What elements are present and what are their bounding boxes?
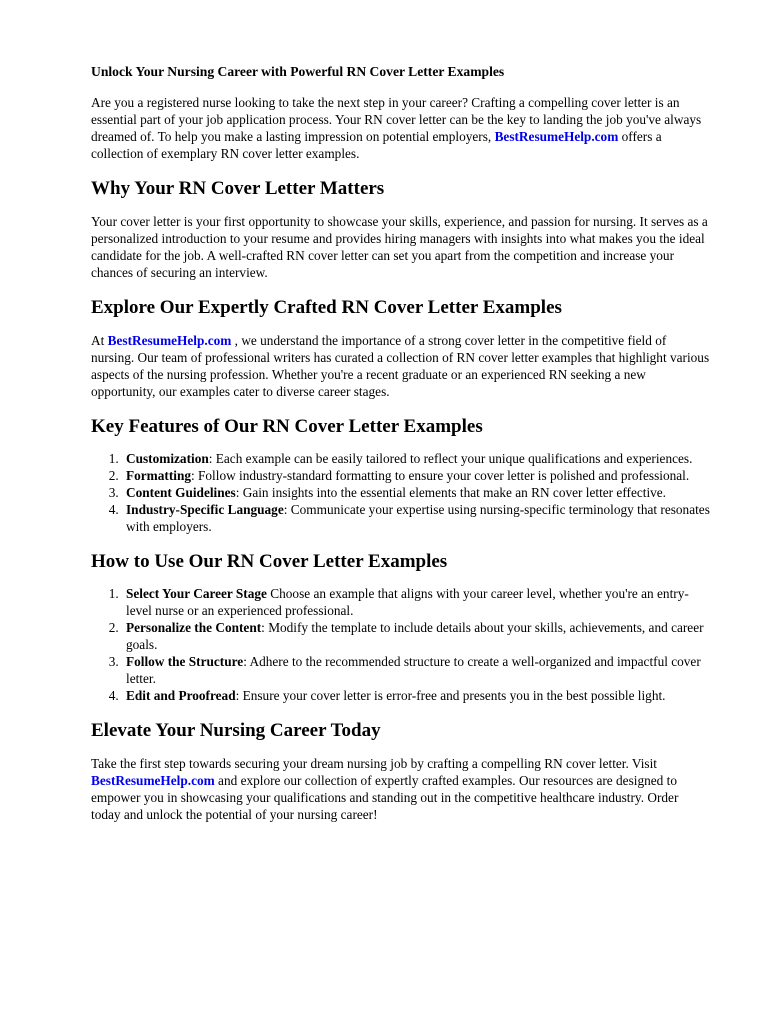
feature-item: [122, 450, 711, 467]
heading-key-features: Key Features of Our RN Cover Letter Examples: [91, 416, 483, 437]
feature-description: : Gain insights into the essential elements that make an RN cover letter effective.: [235, 485, 667, 500]
feature-term: Industry-Specific Language: [126, 502, 284, 517]
feature-item: [122, 484, 711, 501]
explore-paragraph: [91, 332, 711, 400]
bestresumehelp-link[interactable]: BestResumeHelp.com: [107, 333, 232, 348]
step-term: Edit and Proofread: [126, 688, 236, 703]
document-title: Unlock Your Nursing Career with Powerful RN Cover Letter Examples: [91, 64, 505, 79]
step-term: Select Your Career Stage: [126, 586, 267, 601]
feature-term: Customization: [126, 451, 209, 466]
bestresumehelp-link[interactable]: BestResumeHelp.com: [494, 129, 619, 144]
heading-why-matters: Why Your RN Cover Letter Matters: [91, 178, 385, 199]
step-item: [122, 687, 711, 704]
bestresumehelp-link[interactable]: BestResumeHelp.com: [91, 773, 215, 788]
step-term: Follow the Structure: [126, 654, 244, 669]
intro-text-before: Are you a registered nurse looking to take the next step in your career? Crafting a compelling cover letter is an essential part of your job application process. Your RN cover letter can be the key to landing the job you've always dreamed of. To help you make a lasting impression on potential employers,: [91, 95, 702, 144]
feature-description: : Follow industry-standard formatting to ensure your cover letter is polished and professional.: [191, 468, 690, 483]
step-description: : Ensure your cover letter is error-free and presents you in the best possible light.: [235, 688, 666, 703]
step-description: : Modify the template to include details about your skills, achievements, and career goals.: [126, 620, 704, 652]
step-term: Personalize the Content: [126, 620, 262, 635]
explore-text-before: At: [91, 333, 108, 348]
feature-term: Content Guidelines: [126, 485, 236, 500]
heading-elevate-career: Elevate Your Nursing Career Today: [91, 720, 381, 741]
heading-explore-examples: Explore Our Expertly Crafted RN Cover Letter Examples: [91, 297, 562, 318]
explore-text-after: , we understand the importance of a strong cover letter in the competitive field of nursing. Our team of professional writers has curated a collection of RN cover letter examples that highlight various aspects of the nursing profession. Whether you're a recent graduate or an experienced RN seeking a new opportunity, our examples cater to diverse career stages.: [91, 333, 710, 399]
feature-description: : Each example can be easily tailored to reflect your unique qualifications and experiences.: [208, 451, 693, 466]
closing-paragraph: [91, 755, 711, 823]
closing-text-after: and explore our collection of expertly crafted examples. Our resources are designed to empower you in showcasing your qualifications and standing out in the competitive healthcare industry. Order today and unlock the potential of your nursing career!: [91, 773, 679, 822]
step-description: Choose an example that aligns with your career level, whether you're an entry-level nurse or an experienced professional.: [126, 586, 689, 618]
why-matters-paragraph: Your cover letter is your first opportunity to showcase your skills, experience, and passion for nursing. It serves as a personalized introduction to your resume and provides hiring managers with insights into what makes you the ideal candidate for the job. A well-crafted RN cover letter can set you apart from the competition and increase your chances of securing an interview.: [91, 214, 708, 280]
feature-description: : Communicate your expertise using nursing-specific terminology that resonates with employers.: [126, 502, 710, 534]
step-item: [122, 619, 711, 653]
feature-item: [122, 501, 711, 535]
intro-text-after: offers a collection of exemplary RN cover letter examples.: [91, 129, 662, 161]
step-item: [122, 585, 711, 619]
step-item: [122, 653, 711, 687]
how-to-use-list: [91, 585, 711, 704]
feature-term: Formatting: [126, 468, 191, 483]
closing-text-before: Take the first step towards securing your dream nursing job by crafting a compelling RN cover letter. Visit: [91, 756, 657, 771]
intro-paragraph: [91, 94, 711, 162]
key-features-list: [91, 450, 711, 535]
heading-how-to-use: How to Use Our RN Cover Letter Examples: [91, 551, 448, 572]
feature-item: [122, 467, 711, 484]
step-description: : Adhere to the recommended structure to create a well-organized and impactful cover letter.: [126, 654, 701, 686]
